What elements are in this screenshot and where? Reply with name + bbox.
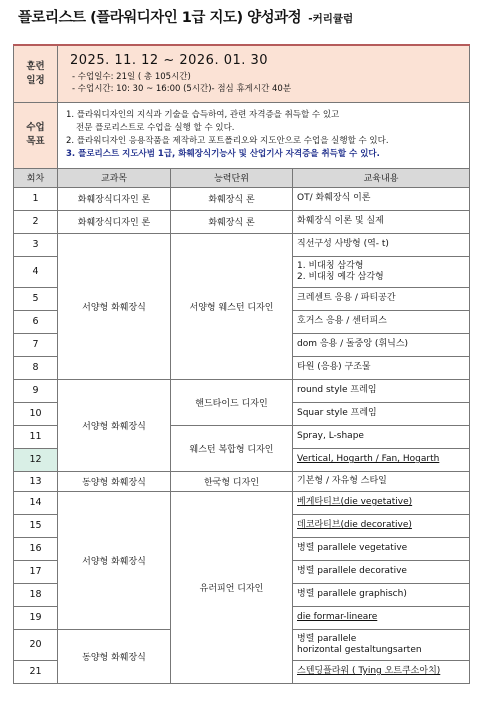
competency-cell: 한국형 디자인 [171, 471, 293, 491]
content-cell: round style 프레임 [293, 379, 470, 402]
session-number: 16 [14, 537, 58, 560]
subject-cell: 화훼장식디자인 론 [58, 187, 171, 210]
session-number: 15 [14, 514, 58, 537]
content-line: 병렬 parallele [297, 633, 357, 644]
competency-cell: 서양형 웨스턴 디자인 [171, 233, 293, 379]
content-cell: 호거스 응용 / 센터피스 [293, 310, 470, 333]
subject-cell: 서양형 화훼장식 [58, 379, 171, 471]
competency-cell: 화훼장식 론 [171, 187, 293, 210]
title-sub: -커리큘럼 [308, 13, 354, 25]
session-number: 10 [14, 402, 58, 425]
training-days: - 수업일수: 21일 ( 총 105시간) [72, 71, 191, 82]
header-content: 교육내용 [293, 168, 470, 187]
content-cell [293, 256, 470, 287]
table-row [14, 187, 470, 210]
goal-line-1b: 전문 플로리스트로 수업을 실행 할 수 있다. [76, 123, 235, 133]
table-row [14, 491, 470, 514]
subject-cell: 동양형 화훼장식 [58, 471, 171, 491]
content-cell: OT/ 화훼장식 이론 [293, 187, 470, 210]
content-cell: Spray, L-shape [293, 425, 470, 448]
session-number: 8 [14, 356, 58, 379]
table-row [14, 379, 470, 402]
goal-line-2: 2. 플라워디자인 응용작품을 제작하고 포트폴리오와 지도안으로 수업을 실행할 수 있다. [66, 136, 389, 146]
title-main: 플로리스트 (플라워디자인 1급 지도) 양성과정 [18, 10, 302, 26]
content-cell: Squar style 프레임 [293, 402, 470, 425]
session-number: 14 [14, 491, 58, 514]
subject-cell: 동양형 화훼장식 [58, 629, 171, 683]
content-cell: 화훼장식 이론 및 실제 [293, 210, 470, 233]
content-cell: 기본형 / 자유형 스타일 [293, 471, 470, 491]
table-header-row [14, 168, 470, 187]
session-number: 6 [14, 310, 58, 333]
content-line: 2. 비대칭 예각 삼각형 [297, 271, 384, 282]
session-number: 4 [14, 256, 58, 287]
subject-cell: 화훼장식디자인 론 [58, 210, 171, 233]
competency-cell: 유러피언 디자인 [171, 491, 293, 683]
table-row [14, 471, 470, 491]
session-number: 9 [14, 379, 58, 402]
competency-cell: 핸드타이드 디자인 [171, 379, 293, 425]
session-number: 20 [14, 629, 58, 660]
content-cell: 직선구성 사방형 (역- t) [293, 233, 470, 256]
content-cell: Vertical, Hogarth / Fan, Hogarth [293, 448, 470, 471]
header-competency: 능력단위 [171, 168, 293, 187]
session-number: 12 [14, 448, 58, 471]
content-cell: 데코라티브(die decorative) [293, 514, 470, 537]
training-period-info [58, 45, 470, 102]
session-number: 3 [14, 233, 58, 256]
subject-cell: 서양형 화훼장식 [58, 233, 171, 379]
goals-label: 수업 목표 [14, 102, 58, 168]
content-cell: 병렬 parallele decorative [293, 560, 470, 583]
goal-line-1: 1. 플라워디자인의 지식과 기술을 습득하여, 관련 자격증을 취득할 수 있고 [66, 110, 340, 120]
training-dates: 2025. 11. 12 ~ 2026. 01. 30 [70, 52, 269, 68]
header-session: 회차 [14, 168, 58, 187]
curriculum-table [13, 44, 470, 684]
header-subject: 교과목 [58, 168, 171, 187]
session-number: 7 [14, 333, 58, 356]
content-cell: dom 응용 / 돌중앙 (휘닉스) [293, 333, 470, 356]
content-cell: die formar-lineare [293, 606, 470, 629]
content-cell: 베게타티브(die vegetative) [293, 491, 470, 514]
session-number: 2 [14, 210, 58, 233]
session-number: 11 [14, 425, 58, 448]
session-number: 18 [14, 583, 58, 606]
content-line: horizontal gestaltungsarten [297, 644, 422, 655]
content-cell [293, 629, 470, 660]
table-row [14, 233, 470, 256]
session-number: 21 [14, 660, 58, 683]
training-period-row [14, 45, 470, 102]
content-cell: 스텐딩플라워 ( Tying 오트쿠소아치) [293, 660, 470, 683]
competency-cell: 화훼장식 론 [171, 210, 293, 233]
training-period-label: 훈련 일정 [14, 45, 58, 102]
training-hours: - 수업시간: 10: 30 ~ 16:00 (5시간)- 점심 휴게시간 40분 [72, 83, 292, 94]
page-title [18, 6, 478, 32]
goals-row [14, 102, 470, 168]
goal-line-3: 3. 플로리스트 지도사범 1급, 화훼장식기능사 및 산업기사 자격증을 취득할 수 있다. [66, 149, 380, 159]
table-row [14, 210, 470, 233]
session-number: 13 [14, 471, 58, 491]
content-cell: 크레센트 응용 / 파티공간 [293, 287, 470, 310]
session-number: 17 [14, 560, 58, 583]
subject-cell: 서양형 화훼장식 [58, 491, 171, 629]
content-line: 1. 비대칭 삼각형 [297, 260, 364, 271]
session-number: 1 [14, 187, 58, 210]
content-cell: 타원 (응용) 구조물 [293, 356, 470, 379]
goals-content [58, 102, 470, 168]
session-number: 19 [14, 606, 58, 629]
content-cell: 병렬 parallele graphisch) [293, 583, 470, 606]
competency-cell: 웨스턴 복합형 디자인 [171, 425, 293, 471]
content-cell: 병렬 parallele vegetative [293, 537, 470, 560]
session-number: 5 [14, 287, 58, 310]
